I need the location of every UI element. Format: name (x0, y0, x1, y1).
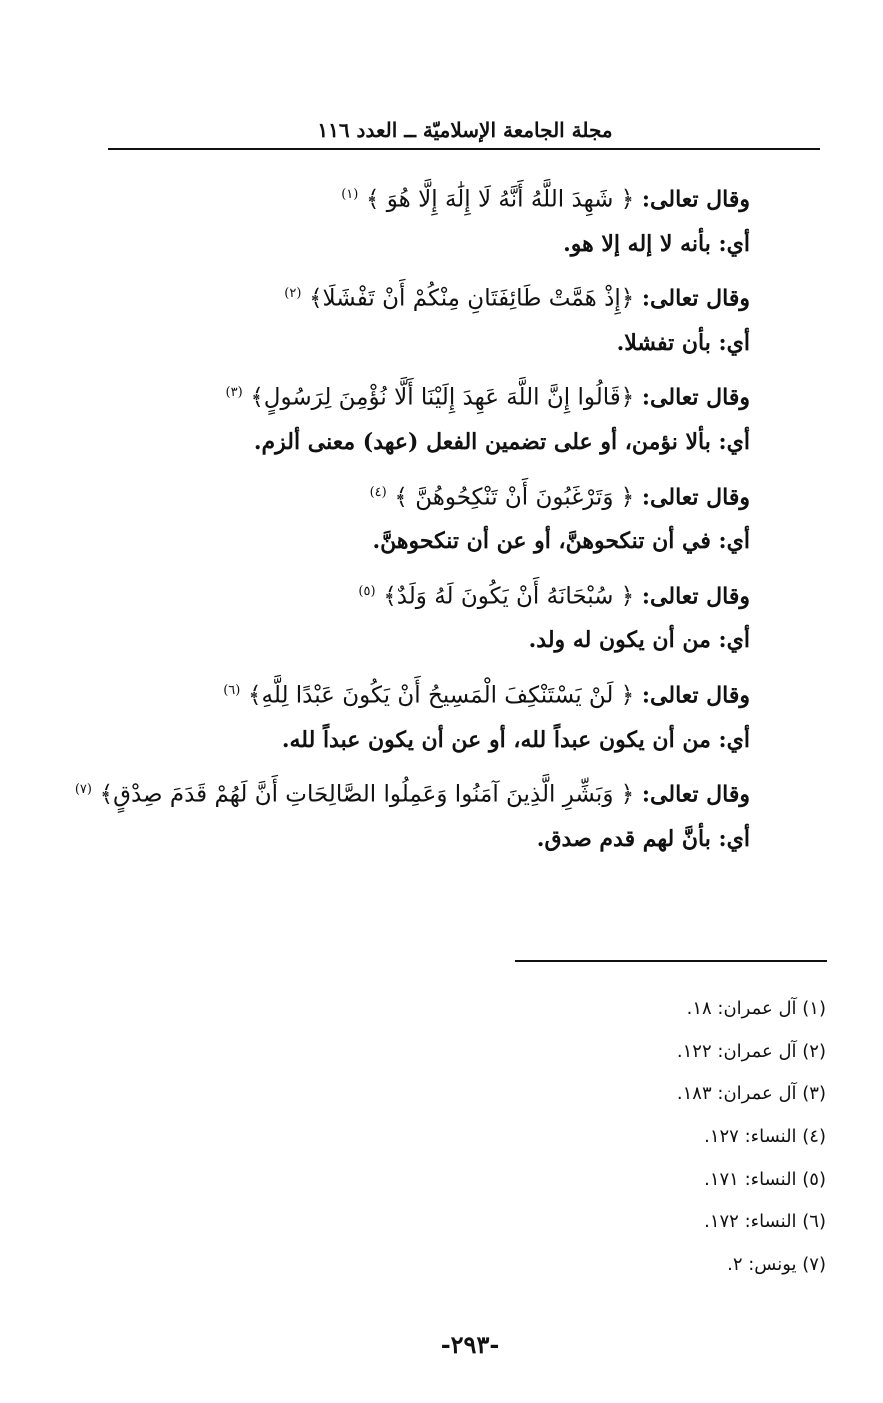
quote-line (110, 666, 750, 716)
quote-line (110, 368, 750, 418)
quote-intro: وقال تعالى: (641, 186, 750, 213)
quote-line (110, 170, 750, 220)
quote-intro: وقال تعالى: (641, 285, 750, 312)
explanation-line: أي: بأنه لا إله إلا هو. (563, 230, 750, 257)
explanation-line: أي: بأنَّ لهم قدم صدق. (536, 825, 750, 852)
footnote: (٧) يونس: ٢. (727, 1254, 826, 1276)
quran-verse: ﴿قَالُوا إِنَّ اللَّهَ عَهِدَ إِلَيْنَا أَلَّا نُؤْمِنَ لِرَسُولٍ﴾ (250, 384, 635, 411)
footnote: (٦) النساء: ١٧٢. (704, 1211, 826, 1233)
quote-intro: وقال تعالى: (641, 483, 750, 510)
footnote-divider (515, 960, 827, 962)
quote-intro: وقال تعالى: (641, 682, 750, 709)
footnote: (١) آل عمران: ١٨. (686, 998, 826, 1019)
footnotes (426, 988, 826, 1287)
quran-verse: ﴿ وَبَشِّرِ الَّذِينَ آمَنُوا وَعَمِلُوا الصَّالِحَاتِ أَنَّ لَهُمْ قَدَمَ صِدْقٍ﴾ (99, 781, 635, 808)
main-text (74, 170, 750, 864)
footnote-marker: (٦) (223, 682, 241, 698)
footnote: (٥) النساء: ١٧١. (704, 1168, 826, 1190)
quran-verse: ﴿إِذْ هَمَّتْ طَائِفَتَانِ مِنْكُمْ أَنْ تَفْشَلَا﴾ (309, 285, 635, 312)
explanation-line: أي: في أن تنكحوهنَّ، أو عن أن تنكحوهنَّ. (372, 528, 750, 555)
footnote: (٢) آل عمران: ١٢٢. (676, 1040, 826, 1062)
quote-intro: وقال تعالى: (641, 583, 750, 610)
explanation-line: أي: من أن يكون عبداً لله، أو عن أن يكون عبداً لله. (281, 726, 750, 753)
quran-verse: ﴿ سُبْحَانَهُ أَنْ يَكُونَ لَهُ وَلَدٌ﴾ (383, 583, 635, 610)
footnote: (٤) النساء: ١٢٧. (704, 1126, 826, 1148)
footnote-marker: (١) (341, 187, 359, 202)
footnote: (٣) آل عمران: ١٨٣. (676, 1083, 826, 1105)
footnote-marker: (٥) (358, 583, 376, 599)
header-divider (108, 148, 820, 150)
quote-intro: وقال تعالى: (641, 384, 750, 411)
quote-line (110, 567, 750, 617)
explanation-line: أي: بألا نؤمن، أو على تضمين الفعل (عهد) معنى ألزم. (253, 428, 750, 455)
quote-intro: وقال تعالى: (641, 781, 750, 808)
quran-verse: ﴿ لَنْ يَسْتَنْكِفَ الْمَسِيحُ أَنْ يَكُونَ عَبْدًا لِلَّهِ﴾ (248, 682, 635, 709)
footnote-marker: (٤) (369, 484, 387, 500)
footnote-marker: (٢) (284, 286, 302, 302)
explanation-line: أي: بأن تفشلا. (616, 329, 750, 356)
quote-line (74, 765, 750, 815)
footnote-marker: (٧) (74, 782, 92, 798)
quote-line (110, 269, 750, 319)
explanation-line: أي: من أن يكون له ولد. (528, 627, 750, 654)
page-number: -٢٩٣- (440, 1330, 500, 1359)
footnote-marker: (٣) (225, 385, 243, 401)
quran-verse: ﴿ شَهِدَ اللَّهُ أَنَّهُ لَا إِلَٰهَ إِلَّا هُوَ ﴾ (366, 186, 635, 213)
running-header: مجلة الجامعة الإسلاميّة ــ العدد ١١٦ (317, 118, 613, 142)
quran-verse: ﴿ وَتَرْغَبُونَ أَنْ تَنْكِحُوهُنَّ ﴾ (394, 483, 635, 510)
quote-line (110, 468, 750, 518)
